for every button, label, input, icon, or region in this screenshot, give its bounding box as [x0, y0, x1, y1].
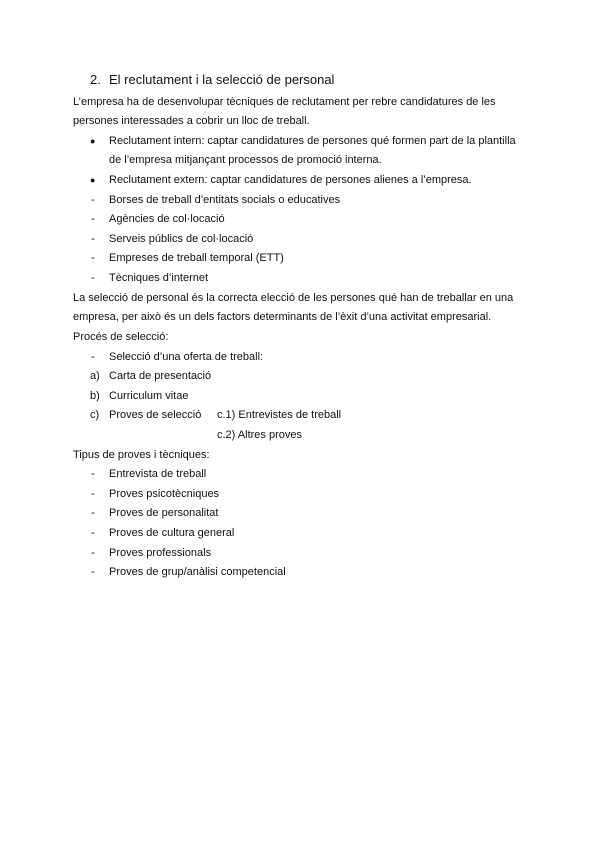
- intro-line-2: persones interessades a cobrir un lloc de treball.: [73, 115, 310, 127]
- test-item: Proves professionals: [109, 547, 212, 559]
- dash-marker: -: [91, 468, 95, 480]
- source-item: Empreses de treball temporal (ETT): [109, 252, 284, 264]
- selection-line-2: empresa, per això és un dels factors determinants de l’èxit d’una activitat empresarial.: [73, 311, 492, 323]
- section-title: El reclutament i la selecció de personal: [109, 72, 335, 87]
- process-heading: Procés de selecció:: [73, 331, 169, 343]
- source-item: Tècniques d’internet: [109, 272, 209, 284]
- internal-recruitment-line-1: Reclutament intern: captar candidatures de persones qué formen part de la plantilla: [109, 135, 516, 147]
- list-marker: c): [90, 409, 100, 421]
- test-item: Proves de grup/anàlisi competencial: [109, 566, 286, 578]
- test-item: Proves de personalitat: [109, 507, 219, 519]
- dash-marker: -: [91, 213, 95, 225]
- dash-marker: -: [91, 194, 95, 206]
- dash-marker: -: [91, 351, 95, 363]
- process-substep: c.2) Altres proves: [217, 429, 302, 441]
- intro-line-1: L’empresa ha de desenvolupar tècniques de reclutament per rebre candidatures de les: [73, 96, 496, 108]
- dash-marker: -: [91, 252, 95, 264]
- process-step: Curriculum vitae: [109, 390, 189, 402]
- dash-marker: -: [91, 488, 95, 500]
- list-marker: b): [90, 390, 100, 402]
- bullet-icon: ●: [90, 136, 96, 146]
- test-item: Proves psicotècniques: [109, 488, 220, 500]
- process-step: Carta de presentació: [109, 370, 212, 382]
- dash-marker: -: [91, 527, 95, 539]
- dash-marker: -: [91, 272, 95, 284]
- process-step: Proves de selecció: [109, 409, 202, 421]
- dash-marker: -: [91, 507, 95, 519]
- test-item: Entrevista de treball: [109, 468, 207, 480]
- internal-recruitment-line-2: de l’empresa mitjançant processos de promoció interna.: [109, 154, 382, 166]
- process-item: Selecció d’una oferta de treball:: [109, 351, 264, 363]
- dash-marker: -: [91, 547, 95, 559]
- external-recruitment-line: Reclutament extern: captar candidatures de persones alienes a l’empresa.: [109, 174, 472, 186]
- dash-marker: -: [91, 233, 95, 245]
- test-item: Proves de cultura general: [109, 527, 235, 539]
- source-item: Borses de treball d’entitats socials o educatives: [109, 194, 341, 206]
- list-marker: a): [90, 370, 100, 382]
- bullet-icon: ●: [90, 175, 96, 185]
- tests-heading: Tipus de proves i tècniques:: [73, 449, 210, 461]
- selection-line-1: La selecció de personal és la correcta elecció de les persones qué han de treballar en una: [73, 292, 514, 304]
- process-substep: c.1) Entrevistes de treball: [217, 409, 342, 421]
- source-item: Serveis públics de col·locació: [109, 233, 254, 245]
- section-number: 2.: [90, 72, 101, 87]
- dash-marker: -: [91, 566, 95, 578]
- source-item: Agències de col·locació: [109, 213, 225, 225]
